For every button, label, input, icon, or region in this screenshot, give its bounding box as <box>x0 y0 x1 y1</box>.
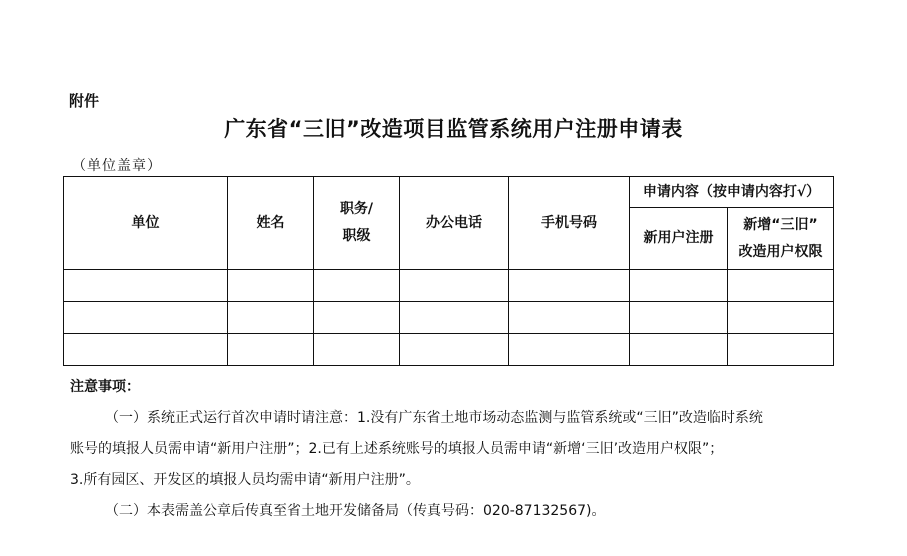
header-new-permission <box>728 208 834 270</box>
cell-mobile[interactable] <box>509 334 630 366</box>
cell-position[interactable] <box>314 302 400 334</box>
notes-title: 注意事项： <box>70 379 140 395</box>
cell-new-permission[interactable] <box>728 270 834 302</box>
header-new-permission-line2: 改造用户权限 <box>738 243 823 260</box>
header-new-permission-line1: 新增“三旧” <box>743 216 818 233</box>
cell-unit[interactable] <box>64 334 228 366</box>
note-item-1-line-3: 3.所有园区、开发区的填报人员均需申请“新用户注册”。 <box>70 472 420 488</box>
header-position-line2: 职级 <box>342 228 371 244</box>
header-position-line1: 职务/ <box>339 201 374 218</box>
cell-new-user[interactable] <box>630 270 728 302</box>
cell-office-phone[interactable] <box>400 302 509 334</box>
table-row <box>64 270 834 302</box>
cell-unit[interactable] <box>64 270 228 302</box>
note-item-1-line-2: 账号的填报人员需申请“新用户注册”；2.已有上述系统账号的填报人员需申请“新增‘三旧’改造用户权限”； <box>70 441 724 457</box>
document-title: 广东省“三旧”改造项目监管系统用户注册申请表 <box>224 117 683 141</box>
cell-name[interactable] <box>228 302 314 334</box>
cell-name[interactable] <box>228 334 314 366</box>
cell-position[interactable] <box>314 270 400 302</box>
cell-name[interactable] <box>228 270 314 302</box>
table-row <box>64 302 834 334</box>
cell-unit[interactable] <box>64 302 228 334</box>
header-office-phone: 办公电话 <box>400 177 509 270</box>
cell-mobile[interactable] <box>509 270 630 302</box>
header-name: 姓名 <box>228 177 314 270</box>
notes-section <box>70 372 845 527</box>
registration-form-table <box>63 176 834 366</box>
attachment-label: 附件 <box>69 92 100 110</box>
header-new-user: 新用户注册 <box>630 208 728 270</box>
cell-new-permission[interactable] <box>728 334 834 366</box>
cell-office-phone[interactable] <box>400 334 509 366</box>
stamp-note: （单位盖章） <box>72 158 162 174</box>
table-row <box>64 334 834 366</box>
cell-mobile[interactable] <box>509 302 630 334</box>
cell-new-permission[interactable] <box>728 302 834 334</box>
cell-new-user[interactable] <box>630 334 728 366</box>
note-item-1-line-1: （一）系统正式运行首次申请时请注意：1.没有广东省土地市场动态监测与监管系统或“三旧”改造临时系统 <box>105 410 763 426</box>
header-unit: 单位 <box>64 177 228 270</box>
header-application: 申请内容（按申请内容打√） <box>630 177 834 208</box>
cell-position[interactable] <box>314 334 400 366</box>
note-item-2: （二）本表需盖公章后传真至省土地开发储备局（传真号码：020-87132567)。 <box>105 503 606 519</box>
cell-new-user[interactable] <box>630 302 728 334</box>
header-position <box>314 177 400 270</box>
header-mobile: 手机号码 <box>509 177 630 270</box>
cell-office-phone[interactable] <box>400 270 509 302</box>
